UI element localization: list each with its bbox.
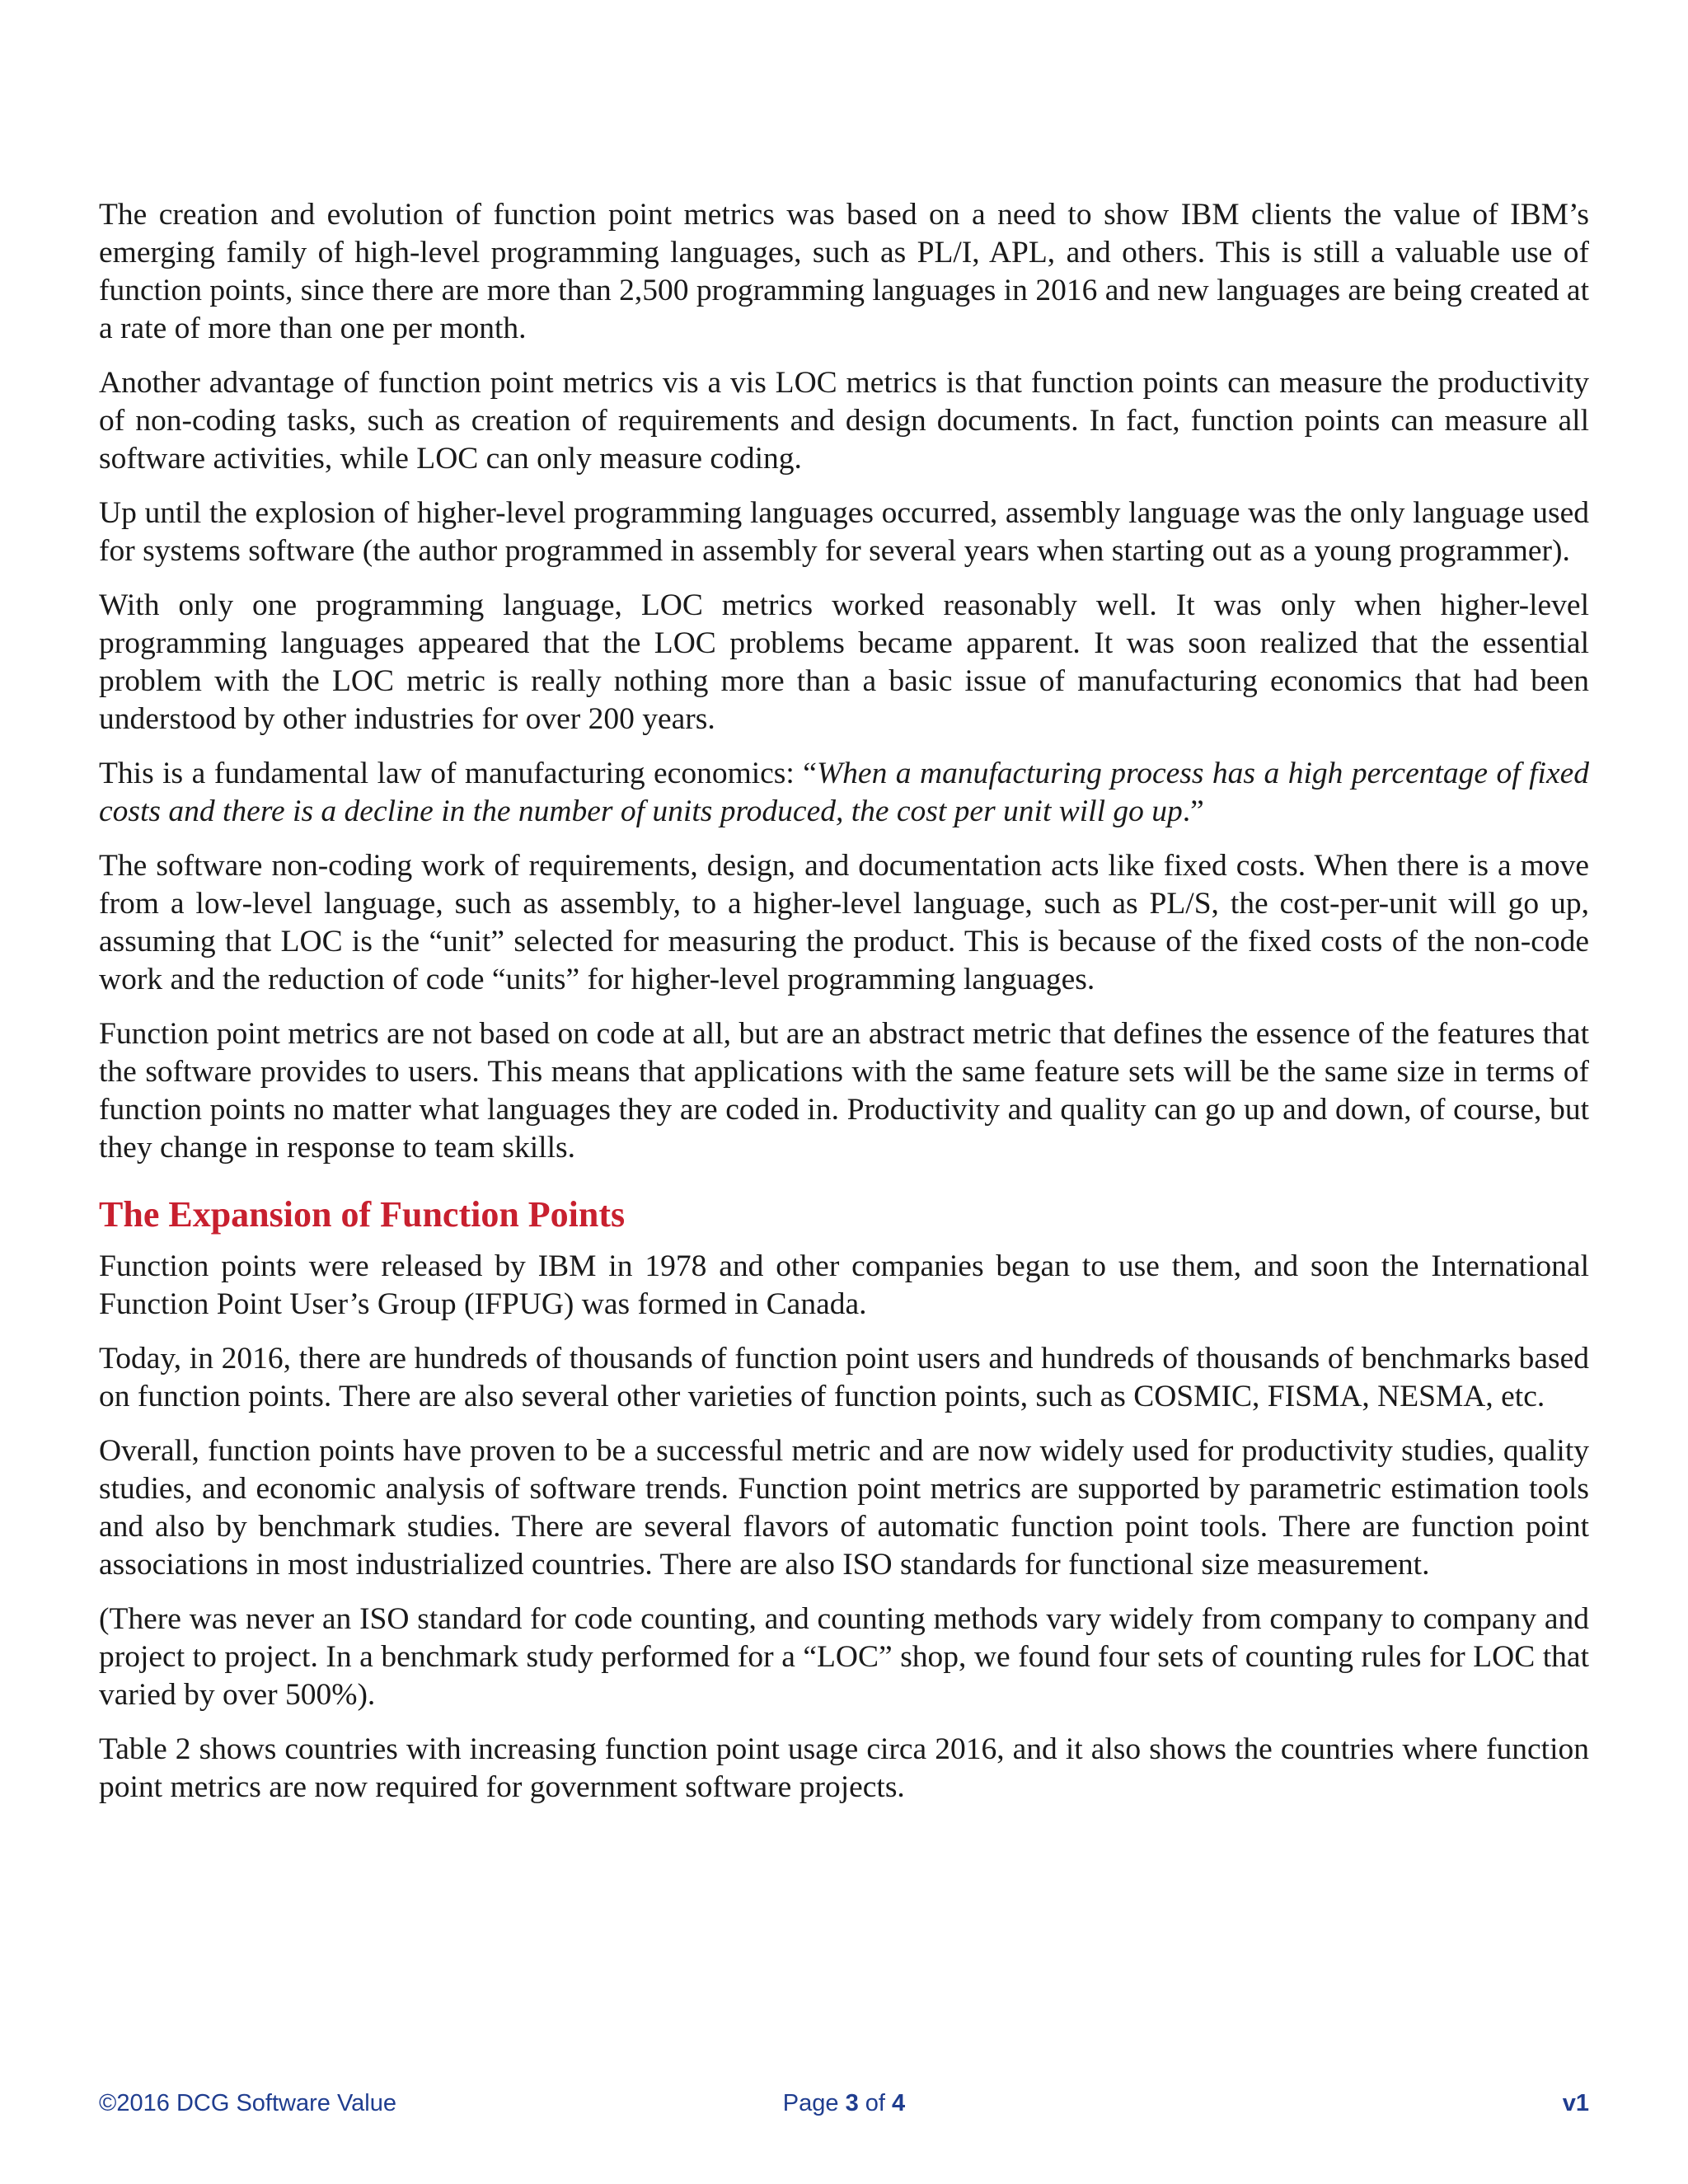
footer-version: v1 — [1562, 2090, 1589, 2116]
footer-copyright: ©2016 DCG Software Value — [99, 2090, 396, 2116]
section-heading: The Expansion of Function Points — [99, 1194, 626, 1235]
page-current: 3 — [845, 2090, 859, 2116]
paragraph: The creation and evolution of function point metrics was based on a need to show IBM clients the value of IBM’s emerging family of high-level programming languages, such as PL/I, APL, and others. This is still a valuable use of function points, since there are more than 2,500 programming languages in 2016 and new languages are being created at a rate of more than one per month. — [99, 198, 1589, 345]
page-word: Page — [782, 2090, 839, 2116]
law-lead: This is a fundamental law of manufacturing economics: “ — [99, 757, 817, 790]
paragraph: Function point metrics are not based on code at all, but are an abstract metric that defines the essence of the features that the software provides to users. This means that applications with the same feature sets will be the same size in terms of function points no matter what languages they are coded in. Productivity and quality can go up and down, of course, but they change in response to team skills. — [99, 1017, 1589, 1165]
paragraph: (There was never an ISO standard for code counting, and counting methods vary widely from company to company and project to project. In a benchmark study performed for a “LOC” shop, we found four sets of counting rules for LOC that varied by over 500%). — [99, 1602, 1589, 1712]
page-of: of — [865, 2090, 885, 2116]
paragraph: Today, in 2016, there are hundreds of thousands of function point users and hundreds of thousands of benchmarks based on function points. There are also several other varieties of function points, such as COSMIC, FISMA, NESMA, etc. — [99, 1342, 1589, 1413]
paragraph: Another advantage of function point metrics vis a vis LOC metrics is that function points can measure the productivity of non-coding tasks, such as creation of requirements and design documents. In fact, function points can measure all software activities, while LOC can only measure coding. — [99, 366, 1589, 476]
page-footer — [99, 2090, 1589, 2123]
paragraph: The software non-coding work of requirements, design, and documentation acts like fixed costs. When there is a move from a low-level language, such as assembly, to a higher-level language, such as PL/S, the cost-per-unit will go up, assuming that LOC is the “unit” selected for measuring the product. This is because of the fixed costs of the non-code work and the reduction of code “units” for higher-level programming languages. — [99, 849, 1589, 996]
law-tail: .” — [1182, 794, 1204, 828]
page-total: 4 — [892, 2090, 906, 2116]
law-paragraph — [99, 755, 1589, 831]
law-quote: When a manufacturing process has a high percentage of fixed costs and there is a decline in the number of units produced, the cost per unit will go up — [99, 757, 1589, 828]
document-body — [99, 196, 1589, 1823]
paragraph: Up until the explosion of higher-level programming languages occurred, assembly language was the only language used for systems software (the author programmed in assembly for several years when starting out as a young programmer). — [99, 496, 1589, 568]
paragraph: Function points were released by IBM in 1978 and other companies began to use them, and soon the International Function Point User’s Group (IFPUG) was formed in Canada. — [99, 1249, 1589, 1321]
paragraph: Table 2 shows countries with increasing function point usage circa 2016, and it also shows the countries where function point metrics are now required for government software projects. — [99, 1732, 1589, 1804]
paragraph: Overall, function points have proven to be a successful metric and are now widely used for productivity studies, quality studies, and economic analysis of software trends. Function point metrics are supported by parametric estimation tools and also by benchmark studies. There are several flavors of automatic function point tools. There are function point associations in most industrialized countries. There are also ISO standards for functional size measurement. — [99, 1434, 1589, 1582]
paragraph: With only one programming language, LOC metrics worked reasonably well. It was only when higher-level programming languages appeared that the LOC problems became apparent. It was soon realized that the essential problem with the LOC metric is really nothing more than a basic issue of manufacturing economics that had been understood by other industries for over 200 years. — [99, 588, 1589, 736]
footer-page-number — [99, 2090, 1589, 2117]
